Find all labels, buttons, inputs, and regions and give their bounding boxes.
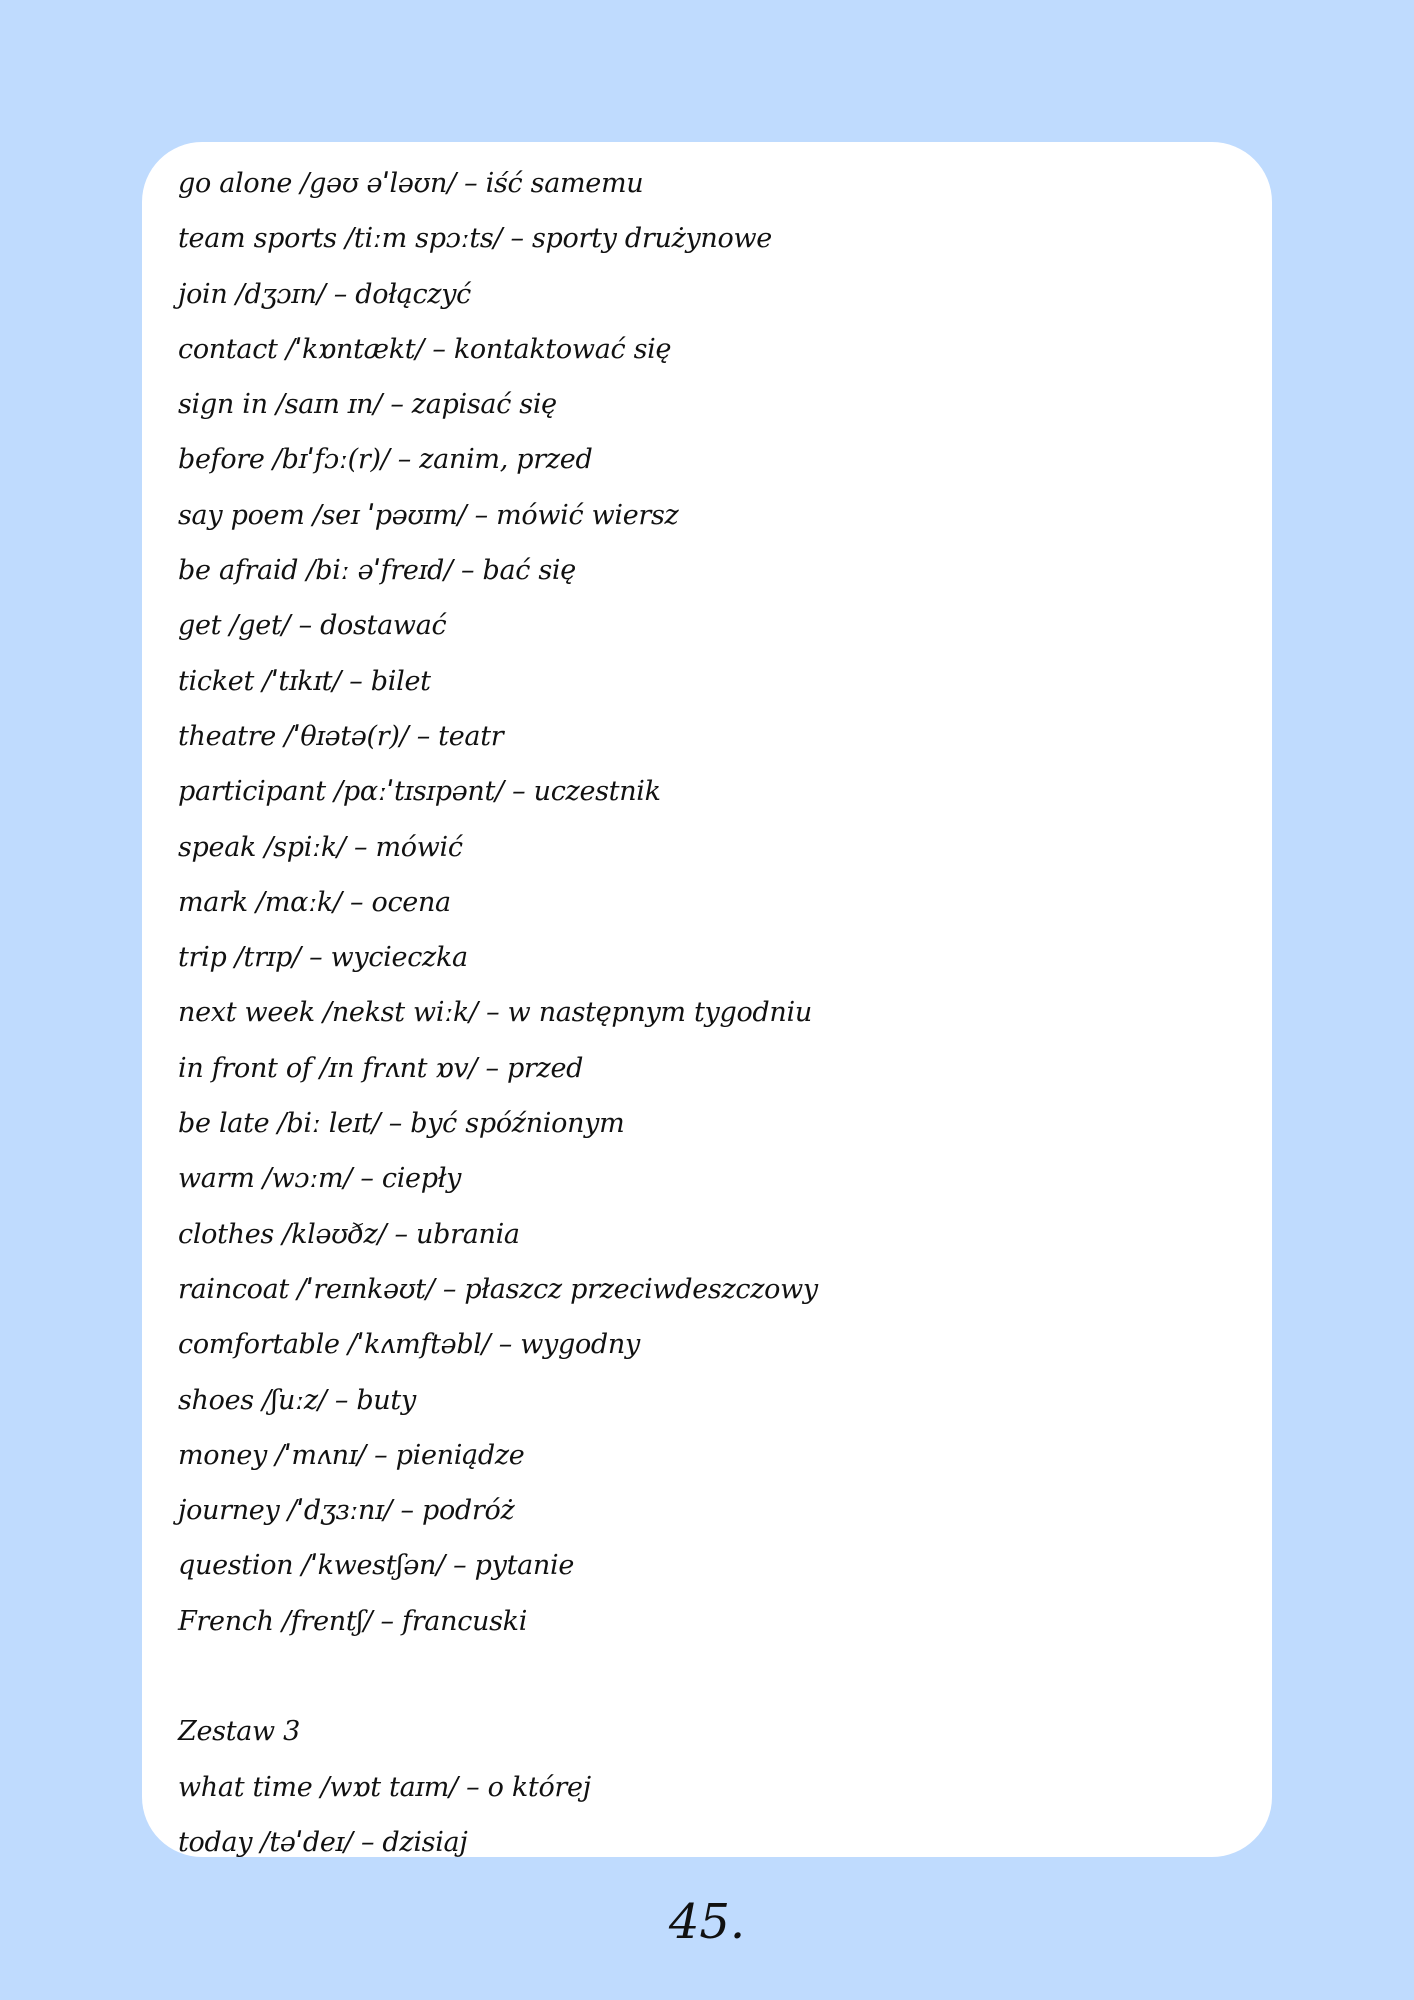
vocab-entry: trip /trɪp/ – wycieczka: [178, 942, 468, 974]
vocabulary-card: [142, 142, 1272, 1857]
vocab-entry: get /get/ – dostawać: [178, 610, 447, 642]
vocab-entry: team sports /tiːm spɔːts/ – sporty drużynowe: [178, 223, 772, 255]
vocab-entry: speak /spiːk/ – mówić: [178, 831, 463, 863]
vocab-entry: participant /pɑːˈtɪsɪpənt/ – uczestnik: [178, 776, 661, 808]
vocab-entry: today /təˈdeɪ/ – dzisiaj: [178, 1826, 468, 1857]
section-spacer: [178, 1649, 1242, 1704]
vocab-entry: be late /biː leɪt/ – być spóźnionym: [178, 1108, 625, 1140]
vocabulary-list: [178, 156, 1242, 1857]
vocab-entry: ticket /ˈtɪkɪt/ – bilet: [178, 665, 431, 697]
vocab-entry: journey /ˈdʒɜːnɪ/ – podróż: [178, 1495, 515, 1527]
vocab-entry: contact /ˈkɒntækt/ – kontaktować się: [178, 333, 672, 365]
page-number: 45.: [668, 1894, 746, 1950]
vocab-entry: raincoat /ˈreɪnkəʊt/ – płaszcz przeciwdeszczowy: [178, 1273, 818, 1305]
section-heading: Zestaw 3: [178, 1716, 301, 1748]
vocab-entry: comfortable /ˈkʌmftəbl/ – wygodny: [178, 1329, 640, 1361]
vocab-entry: say poem /seɪ ˈpəʊɪm/ – mówić wiersz: [178, 499, 679, 531]
vocab-entry: in front of /ɪn frʌnt ɒv/ – przed: [178, 1052, 584, 1084]
vocab-entry: what time /wɒt taɪm/ – o której: [178, 1771, 591, 1803]
vocab-entry: be afraid /biː əˈfreɪd/ – bać się: [178, 555, 576, 587]
vocab-entry: next week /nekst wiːk/ – w następnym tygodniu: [178, 997, 812, 1029]
vocab-entry: before /bɪˈfɔː(r)/ – zanim, przed: [178, 444, 593, 476]
vocab-entry: join /dʒɔɪn/ – dołączyć: [178, 278, 471, 310]
vocab-entry: warm /wɔːm/ – ciepły: [178, 1163, 462, 1195]
vocab-entry: go alone /gəʊ əˈləʊn/ – iść samemu: [178, 168, 644, 199]
vocab-entry: sign in /saɪn ɪn/ – zapisać się: [178, 389, 557, 421]
vocab-entry: question /ˈkwestʃən/ – pytanie: [178, 1550, 575, 1582]
vocab-entry: clothes /kləʊðz/ – ubrania: [178, 1218, 520, 1250]
vocab-entry: theatre /ˈθɪətə(r)/ – teatr: [178, 720, 504, 752]
vocab-entry: shoes /ʃuːz/ – buty: [178, 1384, 416, 1416]
vocab-entry: mark /mɑːk/ – ocena: [178, 886, 451, 918]
vocab-entry: money /ˈmʌnɪ/ – pieniądze: [178, 1439, 525, 1471]
vocab-entry: French /frentʃ/ – francuski: [178, 1605, 528, 1637]
